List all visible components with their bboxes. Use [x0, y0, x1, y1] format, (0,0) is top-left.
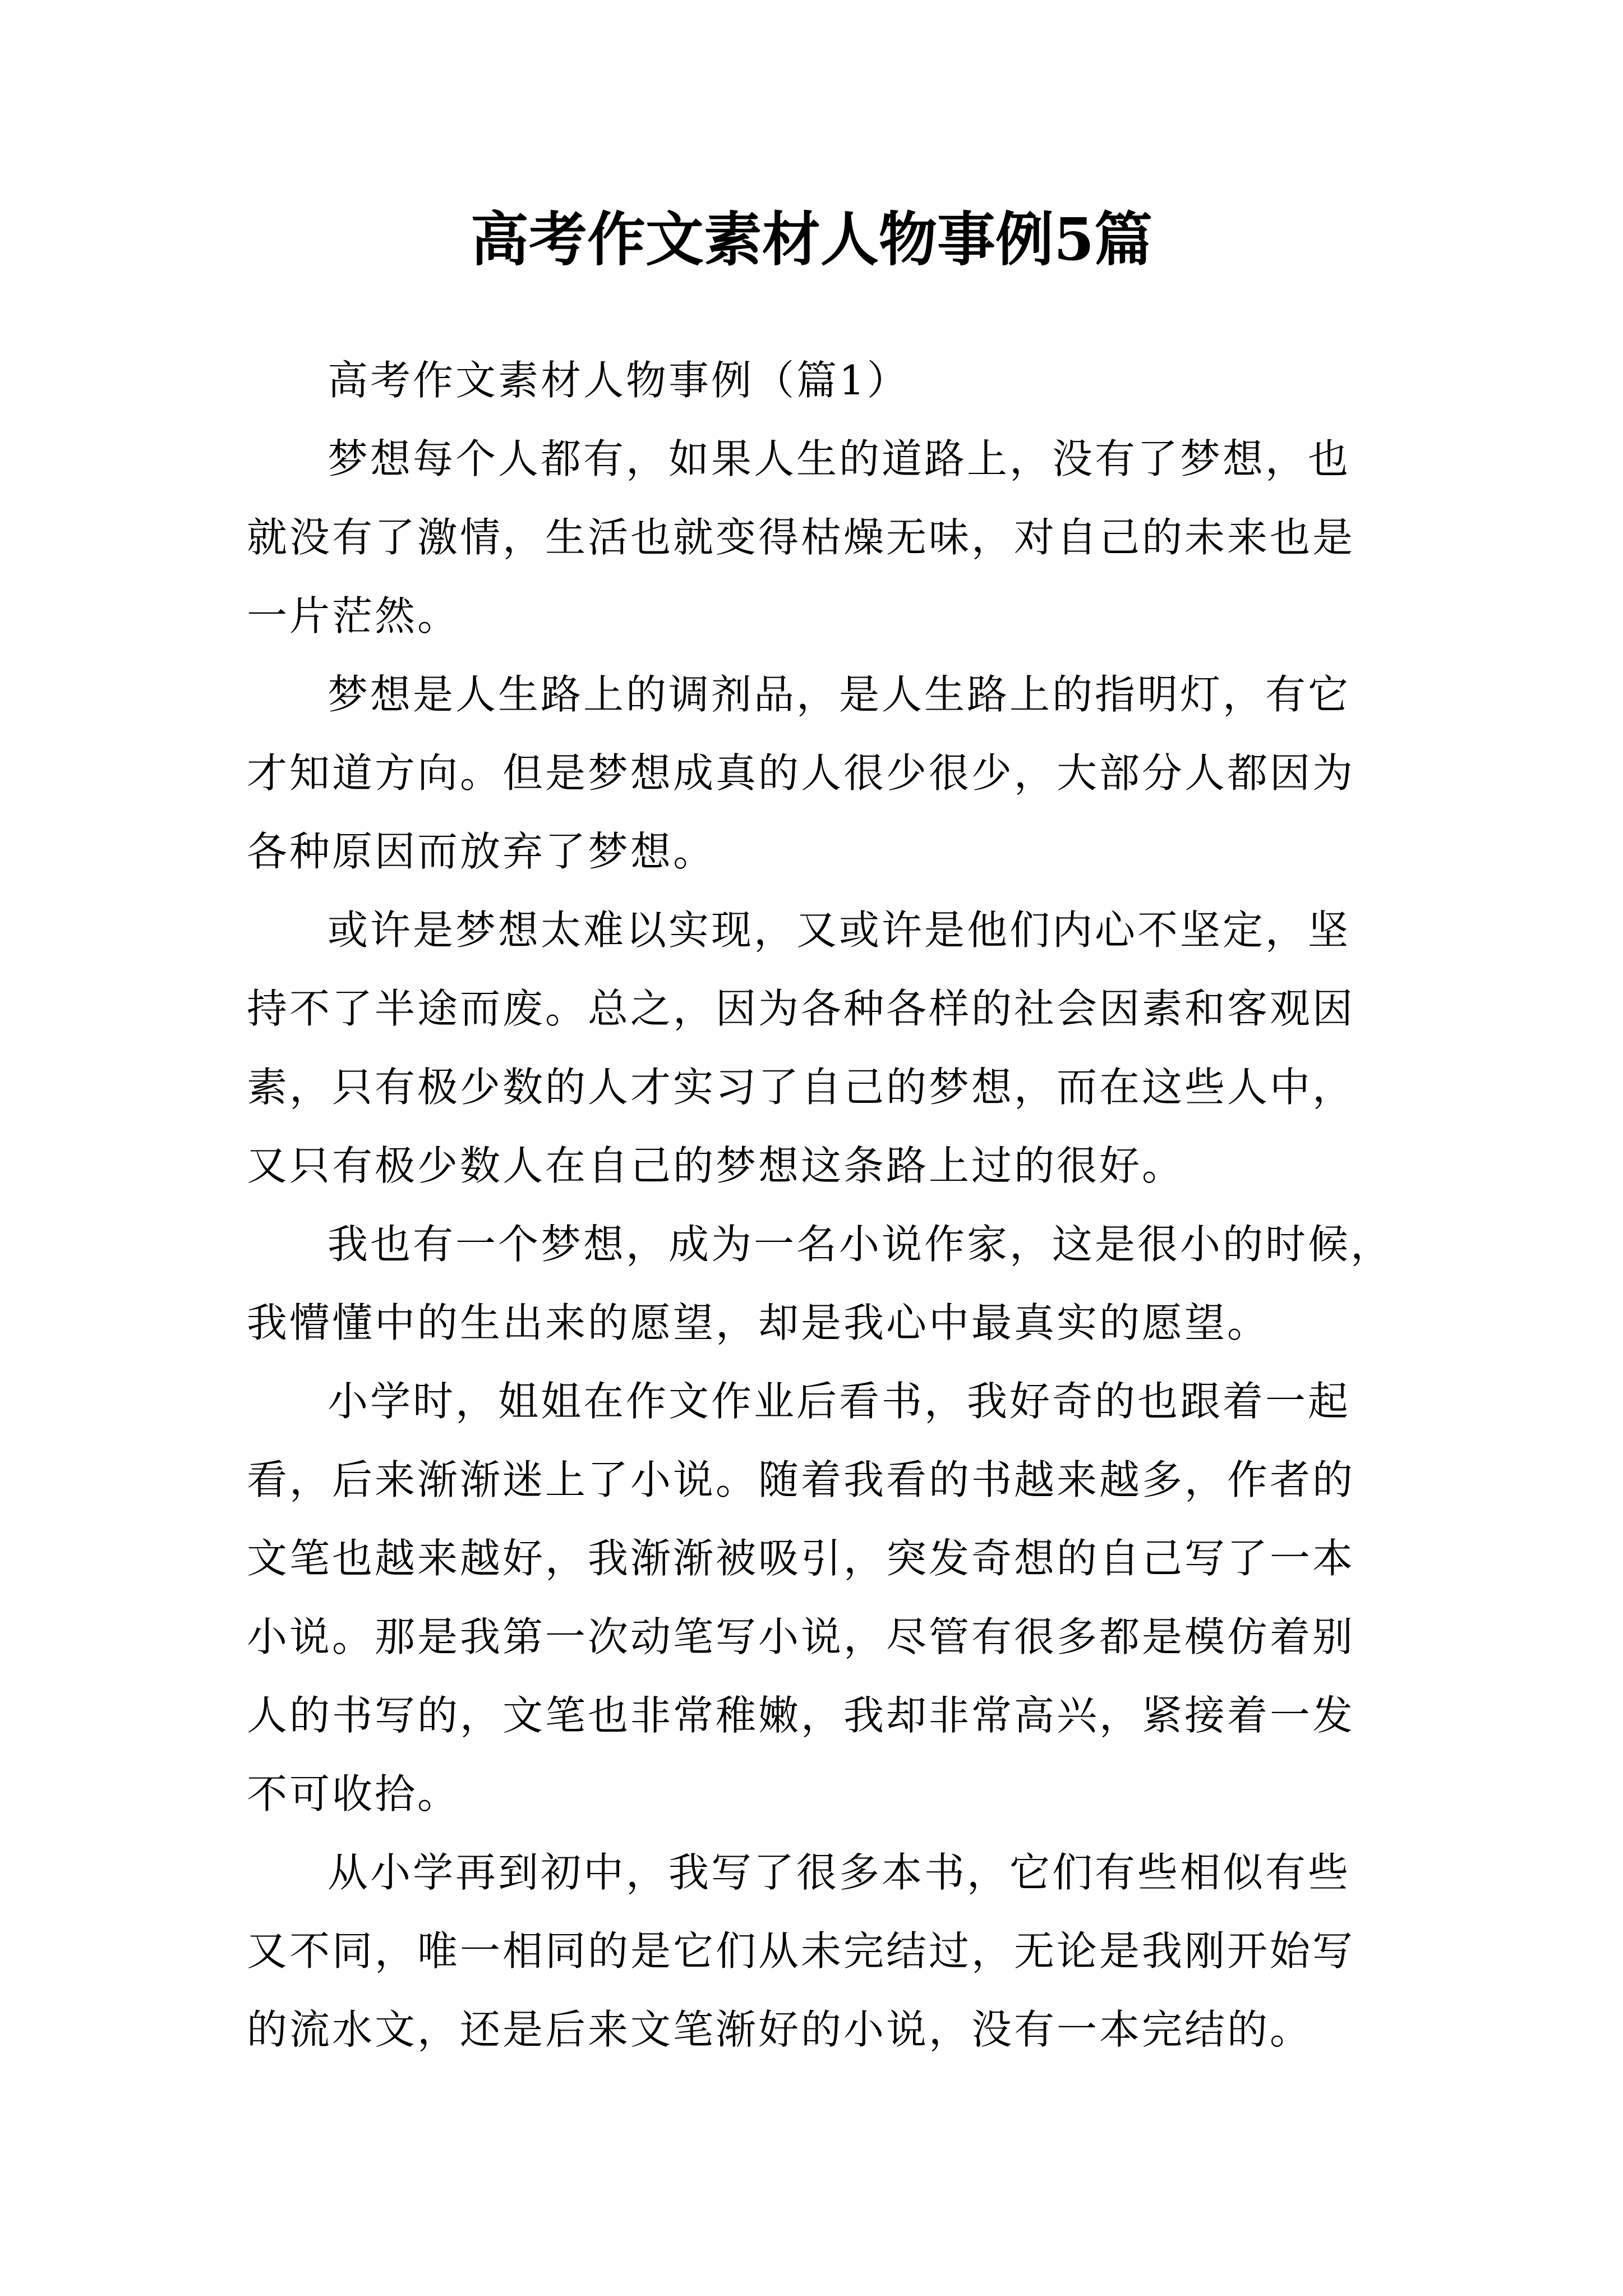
paragraph-line: 一片茫然。: [247, 592, 460, 639]
paragraph-line: 人的书写的，文笔也非常稚嫩，我却非常高兴，紧接着一发: [247, 1692, 1355, 1739]
paragraph-line: 的流水文，还是后来文笔渐好的小说，没有一本完结的。: [247, 2006, 1313, 2053]
paragraph-line: 文笔也越来越好，我渐渐被吸引，突发奇想的自己写了一本: [247, 1535, 1355, 1582]
paragraph-1: [247, 420, 1391, 655]
paragraph-line: 素，只有极少数的人才实习了自己的梦想，而在这些人中，: [247, 1064, 1355, 1111]
paragraph-line: 才知道方向。但是梦想成真的人很少很少，大部分人都因为: [247, 749, 1355, 797]
document-title: 高考作文素材人物事例5篇: [470, 205, 1153, 274]
paragraph-2: [247, 655, 1391, 891]
paragraph-line: 从小学再到初中，我写了很多本书，它们有些相似有些: [328, 1849, 1351, 1896]
paragraph-line: 又不同，唯一相同的是它们从未完结过，无论是我刚开始写: [247, 1927, 1355, 1975]
paragraph-line: 看，后来渐渐迷上了小说。随着我看的书越来越多，作者的: [247, 1456, 1355, 1503]
paragraph-5: [247, 1362, 1391, 1833]
paragraph-3: [247, 891, 1391, 1205]
paragraph-4: [247, 1205, 1394, 1362]
document-body: [247, 341, 1394, 2069]
paragraph-line: 或许是梦想太难以实现，又或许是他们内心不坚定，坚: [328, 907, 1351, 954]
paragraph-line: 不可收拾。: [247, 1770, 460, 1818]
paragraph-line: 又只有极少数人在自己的梦想这条路上过的很好。: [247, 1142, 1185, 1189]
paragraph-line: 持不了半途而废。总之，因为各种各样的社会因素和客观因: [247, 985, 1355, 1032]
paragraph-line: 我懵懂中的生出来的愿望，却是我心中最真实的愿望。: [247, 1299, 1270, 1346]
section-heading: [247, 341, 1391, 420]
paragraph-line: 我也有一个梦想，成为一名小说作家，这是很小的时候，: [328, 1221, 1394, 1268]
paragraph-6: [247, 1833, 1391, 2069]
paragraph-line: 小学时，姐姐在作文作业后看书，我好奇的也跟着一起: [328, 1378, 1351, 1425]
paragraph-line: 各种原因而放弃了梦想。: [247, 828, 716, 875]
paragraph-line: 小说。那是我第一次动笔写小说，尽管有很多都是模仿着别: [247, 1613, 1355, 1660]
paragraph-line: 梦想是人生路上的调剂品，是人生路上的指明灯，有它: [328, 671, 1351, 718]
paragraph-line: 梦想每个人都有，如果人生的道路上，没有了梦想，也: [328, 435, 1351, 482]
section-heading-text: 高考作文素材人物事例（篇1）: [328, 357, 910, 404]
paragraph-line: 就没有了激情，生活也就变得枯燥无味，对自己的未来也是: [247, 514, 1355, 561]
